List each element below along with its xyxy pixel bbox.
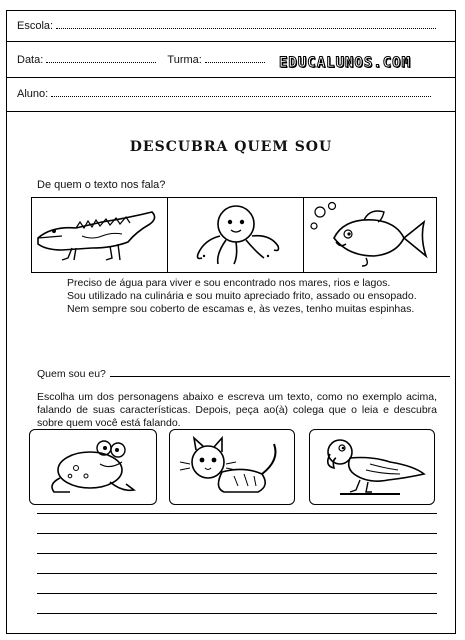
writing-line[interactable] — [37, 513, 437, 514]
octopus-cell — [168, 198, 304, 272]
animals-strip-2 — [29, 429, 435, 507]
class-field[interactable] — [205, 53, 265, 63]
riddle-line: Nem sempre sou coberto de escamas e, às vezes, tenho muitas espinhas. — [67, 303, 415, 315]
student-row — [17, 87, 431, 100]
kitten-icon — [170, 430, 292, 502]
fish-cell — [304, 198, 436, 272]
date-field[interactable] — [46, 53, 156, 63]
date-label: Data: — [17, 54, 44, 66]
date-row — [17, 53, 265, 66]
school-label: Escola: — [17, 20, 54, 32]
animals-strip-1 — [31, 197, 437, 273]
writing-line[interactable] — [37, 533, 437, 534]
writing-line[interactable] — [37, 593, 437, 594]
school-field[interactable] — [56, 19, 436, 29]
parrot-icon — [310, 430, 432, 502]
divider — [7, 41, 455, 42]
parrot-cell — [309, 429, 435, 505]
question-text: De quem o texto nos fala? — [37, 179, 166, 191]
class-label: Turma: — [167, 54, 202, 66]
answer-label: Quem sou eu? — [37, 368, 106, 380]
student-label: Aluno: — [17, 88, 49, 100]
page-title: DESCUBRA QUEM SOU — [129, 139, 333, 155]
student-field[interactable] — [51, 87, 431, 97]
instruction-text: Escolha um dos personagens abaixo e escreva um texto, como no exemplo acima, falando de suas características. Depois, peça ao(à) colega que o leia e descubra sobre quem você está falando. — [37, 391, 437, 429]
writing-line[interactable] — [37, 553, 437, 554]
writing-line[interactable] — [37, 613, 437, 614]
worksheet — [6, 10, 456, 634]
educalunos-logo: EDUCALUNOS.COM — [279, 55, 412, 71]
writing-line[interactable] — [37, 573, 437, 574]
answer-row — [37, 367, 450, 380]
kitten-cell — [169, 429, 295, 505]
riddle-line: Preciso de água para viver e sou encontrado nos mares, rios e lagos. — [67, 277, 391, 289]
header — [7, 11, 455, 112]
riddle-line: Sou utilizado na culinária e sou muito apreciado frito, assado ou ensopado. — [67, 290, 417, 302]
riddle-text — [37, 277, 435, 316]
divider — [7, 77, 455, 78]
frog-icon — [30, 430, 154, 502]
answer-line[interactable] — [110, 367, 450, 377]
school-row — [17, 19, 436, 32]
octopus-icon — [168, 198, 302, 270]
crocodile-cell — [32, 198, 168, 272]
frog-cell — [29, 429, 157, 505]
crocodile-icon — [32, 198, 166, 270]
fish-icon — [304, 198, 434, 270]
